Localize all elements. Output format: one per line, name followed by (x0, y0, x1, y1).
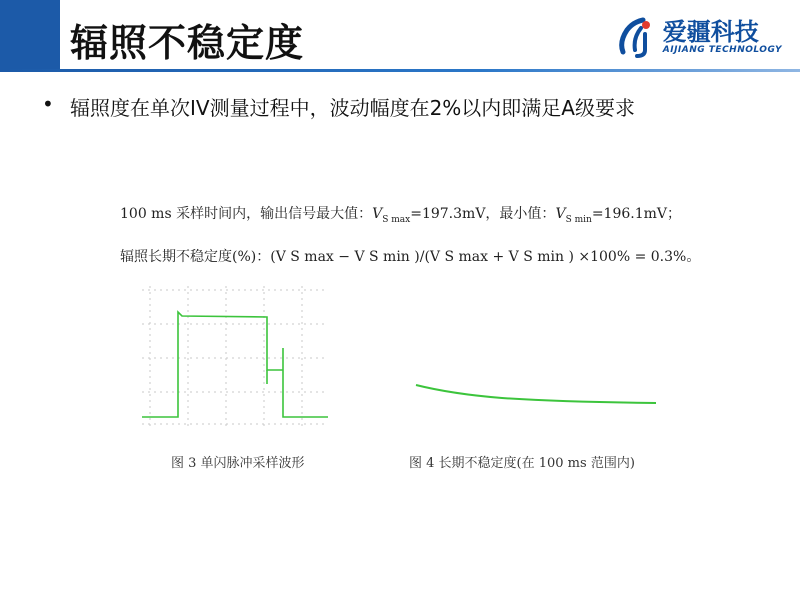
formula-line1-prefix: 100 ms 采样时间内，输出信号最大值： (120, 206, 373, 222)
formula-line-1 (120, 203, 681, 225)
fig4-signal-trace (416, 385, 656, 403)
fig3-grid (142, 286, 328, 426)
page-title: 辐照不稳定度 (70, 21, 305, 65)
vmax-sub: S max (382, 214, 411, 225)
aijiang-logo-icon (615, 16, 657, 58)
header (0, 0, 800, 74)
vmax-value: =197.3mV，最小值： (410, 206, 556, 222)
fig3-caption: 图 3 单闪脉冲采样波形 (171, 456, 305, 471)
vmax-var: V (372, 206, 383, 222)
company-logo (615, 16, 782, 58)
logo-name-cn: 爱疆科技 (662, 18, 759, 46)
bullet-text: 辐照度在单次IV测量过程中，波动幅度在2%以内即满足A级要求 (70, 96, 635, 120)
formula-line-2 (120, 246, 700, 266)
fig4-caption: 图 4 长期不稳定度(在 100 ms 范围内) (409, 456, 635, 471)
formula-line2-expression: (V S max − V S min )/(V S max + V S min ) ×100% = 0.3%。 (270, 249, 701, 265)
logo-name-en: AIJIANG TECHNOLOGY (662, 45, 782, 55)
fig4-stability-waveform (412, 372, 658, 408)
formula-line2-prefix: 辐照长期不稳定度(%)： (120, 249, 271, 265)
vmin-sub: S min (565, 214, 592, 225)
vmin-var: V (555, 206, 566, 222)
fig3-pulse-waveform (142, 286, 330, 428)
bullet-point (42, 92, 635, 121)
bullet-dot-icon: • (42, 92, 54, 116)
vmin-value: =196.1mV； (591, 206, 682, 222)
fig3-signal-trace (142, 312, 328, 417)
